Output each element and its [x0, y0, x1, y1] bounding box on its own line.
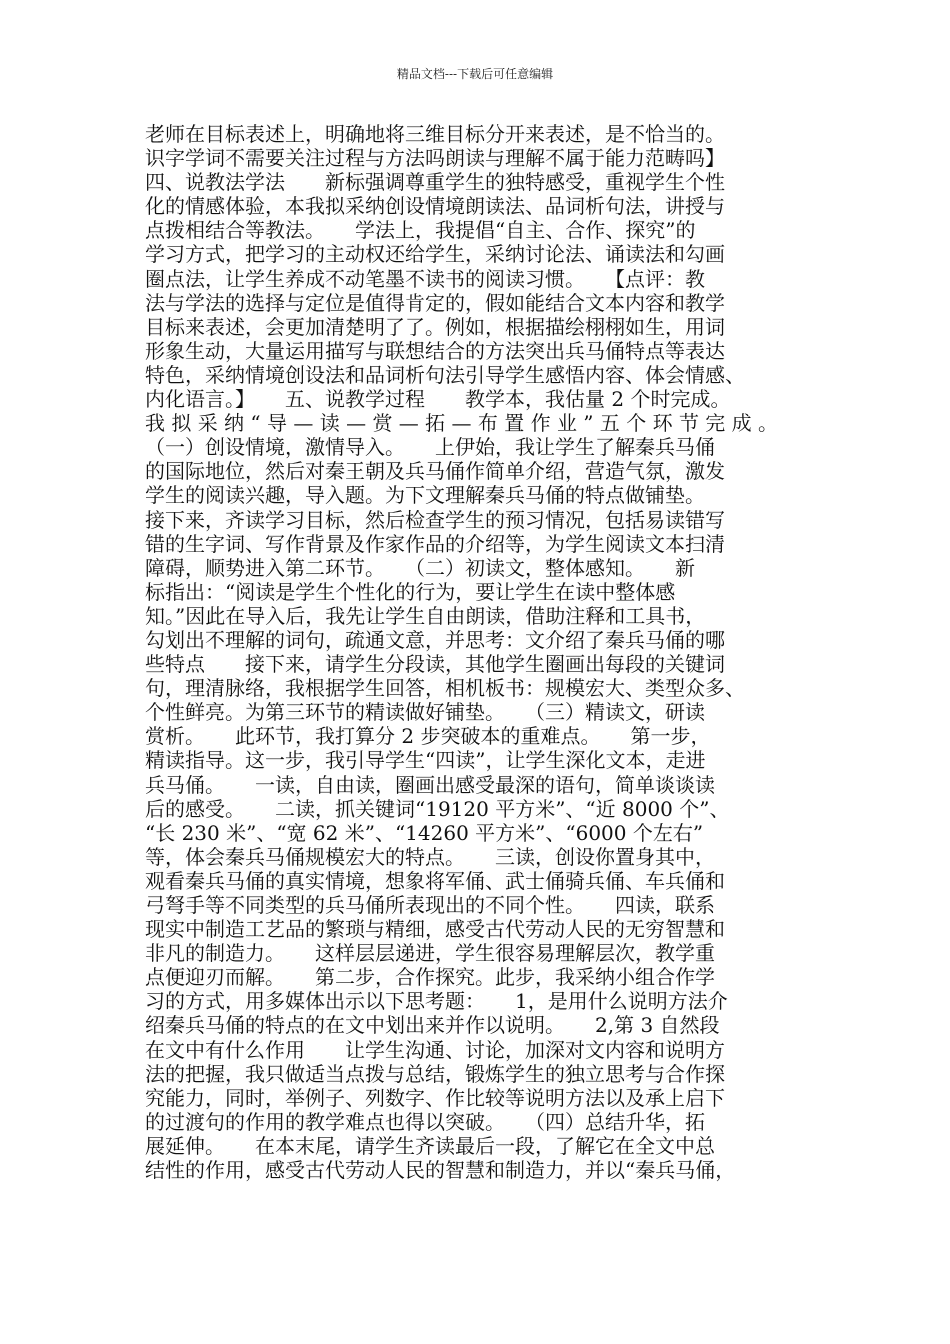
text-line: 化的情感体验，本我拟采纳创设情境朗读法、品词析句法，讲授与: [145, 194, 725, 219]
text-line: 法的把握，我只做适当点拨与总结，锻炼学生的独立思考与合作探: [145, 1061, 725, 1086]
text-line: 知。”因此在导入后，我先让学生自由朗读，借助注释和工具书，: [145, 603, 706, 628]
text-line: 法与学法的选择与定位是值得肯定的，假如能结合文本内容和教学: [145, 290, 725, 315]
text-line: 错的生字词、写作背景及作家作品的介绍等，为学生阅读文本扫清: [145, 531, 725, 556]
text-line: 精读指导。这一步，我引导学生“四读”，让学生深化文本，走进: [145, 748, 706, 773]
text-line: 弓弩手等不同类型的兵马俑所表现出的不同个性。 四读，联系: [145, 893, 715, 917]
document-body: [145, 122, 810, 1182]
text-line: 个性鲜亮。为第三环节的精读做好铺垫。 （三）精读文，研读: [145, 700, 705, 725]
text-line: 现实中制造工艺品的繁琐与精细，感受古代劳动人民的无穷智慧和: [145, 917, 725, 942]
text-line: 的过渡句的作用的教学难点也得以突破。 （四）总结升华，拓: [145, 1109, 705, 1134]
text-line: 结性的作用，感受古代劳动人民的智慧和制造力，并以“秦兵马俑，: [145, 1158, 736, 1183]
text-line: （一）创设情境，激情导入。 上伊始，我让学生了解秦兵马俑: [145, 435, 715, 460]
text-line: 形象生动，大量运用描写与联想结合的方法突出兵马俑特点等表达: [145, 338, 725, 363]
text-line: 习的方式，用多媒体出示以下思考题： 1，是用什么说明方法介: [145, 989, 728, 1014]
text-line: 展延伸。 在本末尾，请学生齐读最后一段，了解它在全文中总: [145, 1133, 715, 1158]
text-line: 目标来表述，会更加清楚明了了。例如，根据描绘栩栩如生，用词: [145, 314, 725, 339]
text-line: 赏析。 此环节，我打算分 2 步突破本的重难点。 第一步，: [145, 724, 711, 749]
text-line: 接下来，齐读学习目标，然后检查学生的预习情况，包括易读错写: [145, 507, 725, 532]
text-line: 特色，采纳情境创设法和品词析句法引导学生感悟内容、体会情感、: [145, 362, 745, 387]
text-line: 内化语言。】 五、说教学过程 教学本，我估量 2 个时完成。: [145, 387, 731, 412]
text-line: 学生的阅读兴趣，导入题。为下文理解秦兵马俑的特点做铺垫。: [145, 483, 705, 508]
text-line: 兵马俑。 一读，自由读，圈画出感受最深的语句，简单谈谈读: [145, 772, 715, 797]
text-line: 老师在目标表述上，明确地将三维目标分开来表述，是不恰当的。: [145, 122, 725, 146]
text-line: 句，理清脉络，我根据学生回答，相机板书：规模宏大、类型众多、: [145, 676, 745, 701]
text-line: 究能力，同时，举例子、列数字、作比较等说明方法以及承上启下: [145, 1085, 725, 1110]
text-line: 的国际地位，然后对秦王朝及兵马俑作简单介绍，营造气氛，激发: [145, 459, 725, 484]
text-line: 等，体会秦兵马俑规模宏大的特点。 三读，创设你置身其中，: [145, 844, 715, 869]
text-line: 绍秦兵马俑的特点的在文中划出来并作以说明。 2,第 3 自然段: [145, 1013, 720, 1038]
text-line: 勾划出不理解的词句，疏通文意，并思考：文介绍了秦兵马俑的哪: [145, 627, 725, 652]
text-line: 非凡的制造力。 这样层层递进，学生很容易理解层次，教学重: [145, 941, 715, 966]
text-line: 标指出：“阅读是学生个性化的行为，要让学生在读中整体感: [145, 579, 676, 604]
text-line: 观看秦兵马俑的真实情境，想象将军俑、武士俑骑兵俑、车兵俑和: [145, 868, 725, 893]
text-line: 障碍，顺势进入第二环节。 （二）初读文，整体感知。 新: [145, 555, 695, 580]
text-line: 点拨相结合等教法。 学法上，我提倡“自主、合作、探究”的: [145, 218, 696, 243]
text-line: 点便迎刃而解。 第二步，合作探究。此步，我采纳小组合作学: [145, 965, 715, 990]
text-line: 我 拟 采 纳 “ 导 — 读 — 赏 — 拓 — 布 置 作 业 ” 五 个 环 节 完 成 。: [145, 411, 779, 436]
text-line: 在文中有什么作用 让学生沟通、讨论，加深对文内容和说明方: [145, 1037, 725, 1062]
text-line: 四、说教法学法 新标强调尊重学生的独特感受，重视学生个性: [145, 170, 725, 195]
page-header: 精品文档---下载后可任意编辑: [396, 67, 554, 81]
text-line: 识字学词不需要关注过程与方法吗朗读与理解不属于能力范畴吗】: [145, 146, 725, 171]
text-line: 后的感受。 二读，抓关键词“19120 平方米”、“近 8000 个”、: [145, 796, 730, 821]
text-line: 学习方式，把学习的主动权还给学生，采纳讨论法、诵读法和勾画: [145, 242, 725, 267]
text-line: “长 230 米”、“宽 62 米”、“14260 平方米”、“6000 个左右”: [145, 820, 704, 845]
text-line: 圈点法，让学生养成不动笔墨不读书的阅读习惯。 【点评：教: [145, 266, 705, 291]
text-line: 些特点 接下来，请学生分段读，其他学生圈画出每段的关键词: [145, 652, 725, 677]
